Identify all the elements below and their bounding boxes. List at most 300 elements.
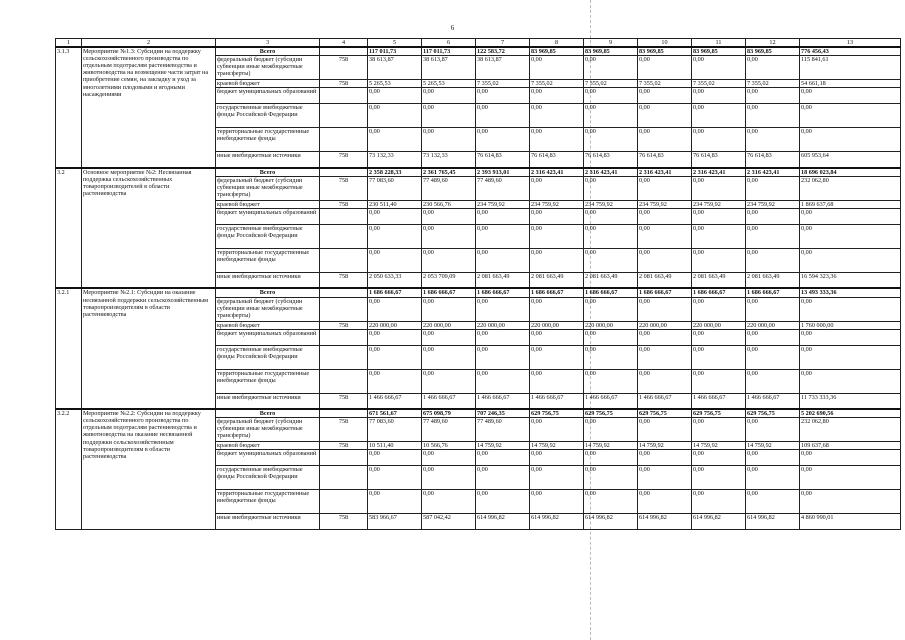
amount-cell: 0,00 — [584, 369, 638, 393]
amount-cell: 629 756,75 — [638, 409, 692, 418]
total-amount-cell: 0,00 — [800, 466, 901, 490]
amount-cell: 0,00 — [476, 369, 530, 393]
amount-cell: 614 996,82 — [584, 514, 638, 530]
column-number: 1 — [56, 39, 82, 48]
amount-cell: 0,00 — [746, 56, 800, 80]
admin-code — [320, 208, 368, 224]
total-amount-cell: 115 841,61 — [800, 56, 901, 80]
amount-cell: 0,00 — [638, 345, 692, 369]
amount-cell: 220 000,00 — [746, 321, 800, 329]
amount-cell: 122 583,72 — [476, 47, 530, 56]
amount-cell: 0,00 — [746, 450, 800, 466]
amount-cell: 0,00 — [746, 88, 800, 104]
amount-cell: 0,00 — [476, 248, 530, 272]
amount-cell: 0,00 — [692, 56, 746, 80]
amount-cell: 234 759,92 — [530, 200, 584, 208]
section-total-row — [56, 409, 901, 418]
column-number: 3 — [216, 39, 320, 48]
amount-cell: 0,00 — [476, 329, 530, 345]
funding-source-label: бюджет муниципальных образований — [216, 88, 320, 104]
amount-cell: 2 358 228,33 — [368, 168, 422, 177]
amount-cell: 0,00 — [638, 224, 692, 248]
total-amount-cell: 13 493 333,36 — [800, 288, 901, 297]
amount-cell: 0,00 — [692, 176, 746, 200]
amount-cell: 14 759,92 — [692, 442, 746, 450]
amount-cell: 2 081 663,49 — [746, 272, 800, 288]
amount-cell: 1 686 666,67 — [746, 288, 800, 297]
section-title: Мероприятие №2.2: Субсидии на поддержку сельскохозяйственного производства по отдельным подотраслям растениеводства и животноводства на оказание несвязанной поддержки сельскохозяйственным товаропроизводителям в области растениеводства — [82, 409, 216, 530]
admin-code: 758 — [320, 176, 368, 200]
amount-cell: 0,00 — [584, 345, 638, 369]
amount-cell: 0,00 — [368, 88, 422, 104]
amount-cell: 0,00 — [368, 208, 422, 224]
admin-code — [320, 88, 368, 104]
funding-source-label: государственные внебюджетные фонды Российской Федерации — [216, 345, 320, 369]
total-amount-cell: 0,00 — [800, 490, 901, 514]
amount-cell: 7 355,02 — [638, 80, 692, 88]
amount-cell: 77 083,60 — [368, 418, 422, 442]
total-amount-cell: 11 733 333,36 — [800, 393, 901, 409]
amount-cell: 0,00 — [638, 56, 692, 80]
amount-cell: 83 969,85 — [746, 47, 800, 56]
amount-cell: 1 466 666,67 — [692, 393, 746, 409]
amount-cell: 0,00 — [692, 224, 746, 248]
funding-source-label: краевой бюджет — [216, 442, 320, 450]
amount-cell: 0,00 — [368, 466, 422, 490]
admin-code — [320, 288, 368, 297]
total-amount-cell: 232 062,80 — [800, 176, 901, 200]
amount-cell: 7 355,02 — [530, 80, 584, 88]
amount-cell: 0,00 — [422, 345, 476, 369]
admin-code: 758 — [320, 200, 368, 208]
amount-cell: 0,00 — [476, 345, 530, 369]
amount-cell: 0,00 — [638, 418, 692, 442]
admin-code — [320, 409, 368, 418]
amount-cell: 0,00 — [746, 418, 800, 442]
amount-cell: 2 393 913,01 — [476, 168, 530, 177]
amount-cell: 0,00 — [422, 248, 476, 272]
total-amount-cell: 18 696 023,84 — [800, 168, 901, 177]
amount-cell: 0,00 — [368, 128, 422, 152]
amount-cell: 1 466 666,67 — [530, 393, 584, 409]
admin-code — [320, 47, 368, 56]
amount-cell: 2 050 633,33 — [368, 272, 422, 288]
funding-source-label: государственные внебюджетные фонды Российской Федерации — [216, 104, 320, 128]
funding-source-label: территориальные государственные внебюджетные фонды — [216, 248, 320, 272]
funding-source-label: государственные внебюджетные фонды Российской Федерации — [216, 224, 320, 248]
amount-cell: 230 566,76 — [422, 200, 476, 208]
amount-cell: 0,00 — [692, 345, 746, 369]
funding-source-label: Всего — [216, 47, 320, 56]
total-amount-cell: 0,00 — [800, 297, 901, 321]
column-number-row — [56, 39, 901, 48]
funding-source-label: бюджет муниципальных образований — [216, 208, 320, 224]
amount-cell: 0,00 — [422, 208, 476, 224]
amount-cell: 2 053 709,09 — [422, 272, 476, 288]
funding-source-label: иные внебюджетные источники — [216, 514, 320, 530]
column-number: 11 — [692, 39, 746, 48]
amount-cell: 0,00 — [476, 297, 530, 321]
amount-cell: 14 759,92 — [476, 442, 530, 450]
amount-cell: 234 759,92 — [476, 200, 530, 208]
amount-cell: 220 000,00 — [584, 321, 638, 329]
amount-cell: 220 000,00 — [530, 321, 584, 329]
amount-cell: 2 081 663,49 — [692, 272, 746, 288]
amount-cell: 0,00 — [530, 450, 584, 466]
admin-code: 758 — [320, 321, 368, 329]
amount-cell: 10 566,76 — [422, 442, 476, 450]
amount-cell: 675 098,79 — [422, 409, 476, 418]
amount-cell: 0,00 — [368, 104, 422, 128]
total-amount-cell: 0,00 — [800, 208, 901, 224]
funding-source-label: иные внебюджетные источники — [216, 272, 320, 288]
total-amount-cell: 0,00 — [800, 369, 901, 393]
amount-cell: 1 466 666,67 — [422, 393, 476, 409]
amount-cell: 0,00 — [584, 329, 638, 345]
column-number: 6 — [422, 39, 476, 48]
section-title: Мероприятие №2.1: Субсидии на оказание несвязанной поддержки сельскохозяйственным товаропроизводителям в области растениеводства — [82, 288, 216, 409]
amount-cell: 0,00 — [746, 176, 800, 200]
amount-cell: 0,00 — [368, 345, 422, 369]
amount-cell: 0,00 — [638, 128, 692, 152]
section-total-row — [56, 168, 901, 177]
amount-cell: 0,00 — [476, 128, 530, 152]
amount-cell: 38 613,87 — [368, 56, 422, 80]
amount-cell: 2 361 765,45 — [422, 168, 476, 177]
amount-cell: 0,00 — [530, 88, 584, 104]
funding-source-label: бюджет муниципальных образований — [216, 329, 320, 345]
amount-cell: 0,00 — [476, 450, 530, 466]
amount-cell: 0,00 — [584, 466, 638, 490]
amount-cell: 83 969,85 — [584, 47, 638, 56]
amount-cell: 76 614,83 — [692, 152, 746, 168]
amount-cell: 0,00 — [638, 176, 692, 200]
amount-cell: 117 011,73 — [368, 47, 422, 56]
amount-cell: 76 614,83 — [584, 152, 638, 168]
amount-cell: 76 614,83 — [746, 152, 800, 168]
amount-cell: 0,00 — [476, 224, 530, 248]
amount-cell: 0,00 — [746, 248, 800, 272]
amount-cell: 587 042,42 — [422, 514, 476, 530]
funding-source-label: федеральный бюджет (субсидии субвенции иные межбюджетные трансферты) — [216, 418, 320, 442]
amount-cell: 0,00 — [422, 224, 476, 248]
column-number: 9 — [584, 39, 638, 48]
amount-cell: 0,00 — [692, 297, 746, 321]
amount-cell: 0,00 — [584, 104, 638, 128]
total-amount-cell: 16 594 323,36 — [800, 272, 901, 288]
amount-cell: 0,00 — [530, 224, 584, 248]
section-number: 3.1.3 — [56, 47, 82, 168]
amount-cell: 14 759,92 — [530, 442, 584, 450]
amount-cell: 0,00 — [422, 128, 476, 152]
total-amount-cell: 0,00 — [800, 104, 901, 128]
amount-cell: 0,00 — [692, 104, 746, 128]
section-number: 3.2.2 — [56, 409, 82, 530]
amount-cell: 83 969,85 — [692, 47, 746, 56]
amount-cell: 38 613,87 — [476, 56, 530, 80]
amount-cell: 1 466 666,67 — [746, 393, 800, 409]
amount-cell: 707 246,35 — [476, 409, 530, 418]
amount-cell: 1 466 666,67 — [584, 393, 638, 409]
section-number: 3.2 — [56, 168, 82, 289]
total-amount-cell: 0,00 — [800, 128, 901, 152]
section-number: 3.2.1 — [56, 288, 82, 409]
column-number: 13 — [800, 39, 901, 48]
amount-cell: 76 614,83 — [638, 152, 692, 168]
amount-cell: 0,00 — [584, 56, 638, 80]
amount-cell: 629 756,75 — [746, 409, 800, 418]
amount-cell: 0,00 — [692, 128, 746, 152]
total-amount-cell: 0,00 — [800, 329, 901, 345]
admin-code — [320, 466, 368, 490]
amount-cell: 0,00 — [530, 297, 584, 321]
funding-source-label: краевой бюджет — [216, 80, 320, 88]
amount-cell: 0,00 — [746, 329, 800, 345]
amount-cell: 73 132,33 — [368, 152, 422, 168]
amount-cell: 0,00 — [368, 224, 422, 248]
amount-cell: 0,00 — [422, 466, 476, 490]
amount-cell: 0,00 — [692, 329, 746, 345]
amount-cell: 0,00 — [584, 418, 638, 442]
amount-cell: 10 511,40 — [368, 442, 422, 450]
amount-cell: 0,00 — [422, 490, 476, 514]
total-amount-cell: 0,00 — [800, 450, 901, 466]
amount-cell: 0,00 — [638, 369, 692, 393]
total-amount-cell: 0,00 — [800, 88, 901, 104]
amount-cell: 0,00 — [638, 104, 692, 128]
admin-code — [320, 297, 368, 321]
total-amount-cell: 232 062,80 — [800, 418, 901, 442]
column-number: 7 — [476, 39, 530, 48]
amount-cell: 77 489,60 — [476, 418, 530, 442]
funding-source-label: иные внебюджетные источники — [216, 152, 320, 168]
amount-cell: 0,00 — [476, 208, 530, 224]
amount-cell: 0,00 — [584, 176, 638, 200]
amount-cell: 0,00 — [530, 56, 584, 80]
amount-cell: 1 686 666,67 — [422, 288, 476, 297]
amount-cell: 0,00 — [368, 490, 422, 514]
amount-cell: 0,00 — [584, 248, 638, 272]
amount-cell: 77 489,60 — [422, 176, 476, 200]
funding-source-label: краевой бюджет — [216, 321, 320, 329]
amount-cell: 220 000,00 — [638, 321, 692, 329]
amount-cell: 0,00 — [692, 369, 746, 393]
amount-cell: 1 686 666,67 — [584, 288, 638, 297]
amount-cell: 614 996,82 — [746, 514, 800, 530]
column-number: 8 — [530, 39, 584, 48]
funding-source-label: территориальные государственные внебюджетные фонды — [216, 490, 320, 514]
amount-cell: 77 083,60 — [368, 176, 422, 200]
amount-cell: 0,00 — [422, 88, 476, 104]
amount-cell: 0,00 — [692, 208, 746, 224]
section-title: Мероприятие №1.3: Субсидии на поддержку сельскохозяйственного производства по отдельным подотраслям растениеводства и животноводства на возмещение части затрат на приобретение семян, на закладку и уход за многолетними плодовыми и ягодными насаждениями — [82, 47, 216, 168]
amount-cell: 234 759,92 — [584, 200, 638, 208]
funding-source-label: Всего — [216, 288, 320, 297]
amount-cell: 2 316 423,41 — [692, 168, 746, 177]
budget-table — [55, 38, 901, 530]
funding-source-label: Всего — [216, 168, 320, 177]
amount-cell: 1 466 666,67 — [476, 393, 530, 409]
amount-cell: 220 000,00 — [692, 321, 746, 329]
amount-cell: 0,00 — [530, 490, 584, 514]
amount-cell: 0,00 — [368, 450, 422, 466]
amount-cell: 0,00 — [476, 88, 530, 104]
amount-cell: 0,00 — [530, 176, 584, 200]
amount-cell: 0,00 — [476, 466, 530, 490]
amount-cell: 1 466 666,67 — [368, 393, 422, 409]
amount-cell: 7 355,02 — [746, 80, 800, 88]
amount-cell: 0,00 — [638, 466, 692, 490]
amount-cell: 5 265,53 — [368, 80, 422, 88]
amount-cell: 2 316 423,41 — [638, 168, 692, 177]
amount-cell: 0,00 — [638, 490, 692, 514]
funding-source-label: краевой бюджет — [216, 200, 320, 208]
total-amount-cell: 605 953,64 — [800, 152, 901, 168]
admin-code: 758 — [320, 56, 368, 80]
amount-cell: 14 759,92 — [584, 442, 638, 450]
amount-cell: 77 489,60 — [422, 418, 476, 442]
amount-cell: 614 996,82 — [692, 514, 746, 530]
funding-source-label: территориальные государственные внебюджетные фонды — [216, 128, 320, 152]
amount-cell: 0,00 — [692, 450, 746, 466]
amount-cell: 73 132,33 — [422, 152, 476, 168]
admin-code — [320, 329, 368, 345]
admin-code — [320, 128, 368, 152]
amount-cell: 0,00 — [638, 248, 692, 272]
admin-code: 758 — [320, 272, 368, 288]
amount-cell: 0,00 — [692, 248, 746, 272]
amount-cell: 0,00 — [530, 104, 584, 128]
amount-cell: 0,00 — [476, 490, 530, 514]
amount-cell: 2 316 423,41 — [746, 168, 800, 177]
funding-source-label: государственные внебюджетные фонды Российской Федерации — [216, 466, 320, 490]
amount-cell: 2 316 423,41 — [530, 168, 584, 177]
amount-cell: 0,00 — [530, 466, 584, 490]
amount-cell: 0,00 — [638, 297, 692, 321]
funding-source-label: федеральный бюджет (субсидии субвенции иные межбюджетные трансферты) — [216, 56, 320, 80]
funding-source-label: федеральный бюджет (субсидии субвенции иные межбюджетные трансферты) — [216, 297, 320, 321]
amount-cell: 14 759,92 — [638, 442, 692, 450]
amount-cell: 0,00 — [746, 128, 800, 152]
amount-cell: 2 081 663,49 — [638, 272, 692, 288]
amount-cell: 14 759,92 — [746, 442, 800, 450]
amount-cell: 7 355,02 — [476, 80, 530, 88]
amount-cell: 0,00 — [584, 224, 638, 248]
amount-cell: 0,00 — [368, 329, 422, 345]
amount-cell: 77 489,60 — [476, 176, 530, 200]
amount-cell: 0,00 — [530, 418, 584, 442]
column-number: 2 — [82, 39, 216, 48]
funding-source-label: федеральный бюджет (субсидии субвенции иные межбюджетные трансферты) — [216, 176, 320, 200]
amount-cell: 0,00 — [530, 128, 584, 152]
amount-cell: 0,00 — [422, 104, 476, 128]
section-total-row — [56, 47, 901, 56]
funding-source-label: бюджет муниципальных образований — [216, 450, 320, 466]
funding-source-label: иные внебюджетные источники — [216, 393, 320, 409]
total-amount-cell: 0,00 — [800, 345, 901, 369]
amount-cell: 671 561,67 — [368, 409, 422, 418]
amount-cell: 0,00 — [584, 450, 638, 466]
amount-cell: 1 686 666,67 — [692, 288, 746, 297]
amount-cell: 0,00 — [584, 128, 638, 152]
total-amount-cell: 5 202 690,56 — [800, 409, 901, 418]
amount-cell: 0,00 — [746, 490, 800, 514]
amount-cell: 0,00 — [638, 208, 692, 224]
column-number: 4 — [320, 39, 368, 48]
amount-cell: 2 081 663,49 — [476, 272, 530, 288]
amount-cell: 0,00 — [746, 466, 800, 490]
total-amount-cell: 54 661,18 — [800, 80, 901, 88]
amount-cell: 0,00 — [530, 248, 584, 272]
amount-cell: 0,00 — [422, 450, 476, 466]
amount-cell: 7 355,02 — [692, 80, 746, 88]
amount-cell: 2 316 423,41 — [584, 168, 638, 177]
amount-cell: 614 996,82 — [476, 514, 530, 530]
amount-cell: 7 355,02 — [584, 80, 638, 88]
amount-cell: 0,00 — [368, 248, 422, 272]
amount-cell: 0,00 — [530, 329, 584, 345]
amount-cell: 0,00 — [746, 208, 800, 224]
total-amount-cell: 109 637,68 — [800, 442, 901, 450]
amount-cell: 0,00 — [746, 104, 800, 128]
amount-cell: 0,00 — [692, 466, 746, 490]
funding-source-label: территориальные государственные внебюджетные фонды — [216, 369, 320, 393]
amount-cell: 1 686 666,67 — [368, 288, 422, 297]
amount-cell: 0,00 — [422, 329, 476, 345]
admin-code — [320, 248, 368, 272]
admin-code — [320, 104, 368, 128]
amount-cell: 1 686 666,67 — [476, 288, 530, 297]
amount-cell: 0,00 — [584, 490, 638, 514]
total-amount-cell: 776 456,43 — [800, 47, 901, 56]
total-amount-cell: 1 869 637,68 — [800, 200, 901, 208]
amount-cell: 83 969,85 — [638, 47, 692, 56]
amount-cell: 2 081 663,49 — [530, 272, 584, 288]
total-amount-cell: 0,00 — [800, 224, 901, 248]
amount-cell: 220 000,00 — [368, 321, 422, 329]
amount-cell: 234 759,92 — [692, 200, 746, 208]
amount-cell: 0,00 — [584, 208, 638, 224]
amount-cell: 76 614,83 — [530, 152, 584, 168]
admin-code — [320, 369, 368, 393]
amount-cell: 629 756,75 — [584, 409, 638, 418]
amount-cell: 0,00 — [422, 369, 476, 393]
column-number: 12 — [746, 39, 800, 48]
amount-cell: 220 000,00 — [476, 321, 530, 329]
admin-code — [320, 168, 368, 177]
amount-cell: 117 011,73 — [422, 47, 476, 56]
amount-cell: 83 969,85 — [530, 47, 584, 56]
column-number: 5 — [368, 39, 422, 48]
amount-cell: 1 686 666,67 — [530, 288, 584, 297]
column-number: 10 — [638, 39, 692, 48]
amount-cell: 0,00 — [368, 297, 422, 321]
amount-cell: 583 966,67 — [368, 514, 422, 530]
admin-code — [320, 345, 368, 369]
amount-cell: 629 756,75 — [530, 409, 584, 418]
amount-cell: 5 265,53 — [422, 80, 476, 88]
amount-cell: 0,00 — [638, 88, 692, 104]
amount-cell: 0,00 — [746, 369, 800, 393]
admin-code: 758 — [320, 514, 368, 530]
funding-source-label: Всего — [216, 409, 320, 418]
amount-cell: 0,00 — [476, 104, 530, 128]
amount-cell: 230 511,40 — [368, 200, 422, 208]
total-amount-cell: 4 860 990,01 — [800, 514, 901, 530]
amount-cell: 0,00 — [746, 345, 800, 369]
admin-code: 758 — [320, 152, 368, 168]
amount-cell: 1 686 666,67 — [638, 288, 692, 297]
